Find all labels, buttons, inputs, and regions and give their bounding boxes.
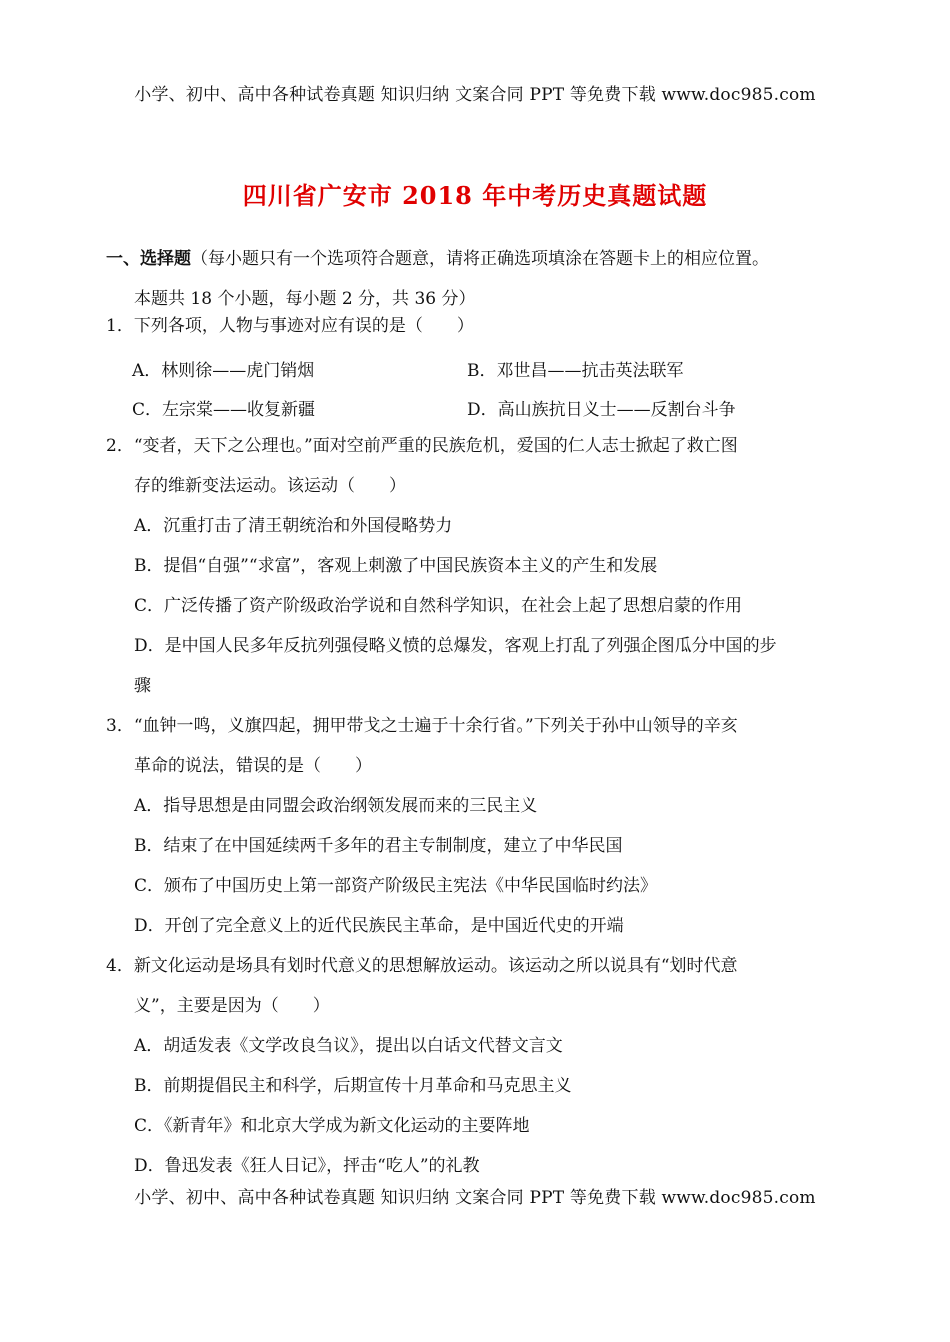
question-4-option-c: C．《新青年》和北京大学成为新文化运动的主要阵地	[134, 1116, 530, 1136]
header-banner: 小学、初中、高中各种试卷真题 知识归纳 文案合同 PPT 等免费下载 www.doc985.com	[134, 85, 816, 105]
question-4	[106, 946, 866, 1186]
question-3	[106, 706, 866, 946]
question-stem-cont: 革命的说法，错误的是（ ）	[134, 756, 372, 776]
section-heading: 一、选择题	[106, 249, 191, 269]
question-2-option-d: D．是中国人民多年反抗列强侵略义愤的总爆发，客观上打乱了列强企图瓜分中国的步	[134, 636, 777, 656]
question-3-option-b: B．结束了在中国延续两千多年的君主专制制度，建立了中华民国	[134, 836, 623, 856]
question-2-option-b: B．提倡“自强”“求富”，客观上刺激了中国民族资本主义的产生和发展	[134, 556, 658, 576]
question-4-option-b: B．前期提倡民主和科学，后期宣传十月革命和马克思主义	[134, 1076, 572, 1096]
footer-banner: 小学、初中、高中各种试卷真题 知识归纳 文案合同 PPT 等免费下载 www.doc985.com	[134, 1188, 816, 1208]
question-2-option-d-cont: 骤	[134, 676, 151, 696]
page-title: 四川省广安市 2018 年中考历史真题试题	[242, 181, 708, 210]
question-4-option-d: D．鲁迅发表《狂人日记》，抨击“吃人”的礼教	[134, 1156, 480, 1176]
question-2	[106, 426, 866, 706]
question-1	[106, 306, 866, 346]
question-stem-cont: 存的维新变法运动。该运动（ ）	[134, 476, 406, 496]
question-3-option-a: A．指导思想是由同盟会政治纲领发展而来的三民主义	[134, 796, 538, 816]
section-heading-line	[106, 240, 866, 280]
question-1-option-c: C．左宗棠——收复新疆	[132, 400, 316, 420]
question-stem: 1．下列各项，人物与事迹对应有误的是（ ）	[106, 316, 474, 336]
question-stem: 3．“血钟一鸣，义旗四起，拥甲带戈之士遍于十余行省。”下列关于孙中山领导的辛亥	[106, 716, 738, 736]
question-3-option-c: C．颁布了中国历史上第一部资产阶级民主宪法《中华民国临时约法》	[134, 876, 658, 896]
question-1-option-d: D．高山族抗日义士——反割台斗争	[467, 400, 736, 420]
question-1-option-b: B．邓世昌——抗击英法联军	[467, 361, 684, 381]
question-4-option-a: A．胡适发表《文学改良刍议》，提出以白话文代替文言文	[134, 1036, 563, 1056]
question-stem-cont: 义”，主要是因为（ ）	[134, 996, 330, 1016]
question-1-option-a: A．林则徐——虎门销烟	[132, 361, 315, 381]
question-stem: 4．新文化运动是场具有划时代意义的思想解放运动。该运动之所以说具有“划时代意	[106, 956, 738, 976]
section-description: （每小题只有一个选项符合题意，请将正确选项填涂在答题卡上的相应位置。	[191, 249, 769, 269]
question-2-option-c: C．广泛传播了资产阶级政治学说和自然科学知识，在社会上起了思想启蒙的作用	[134, 596, 743, 616]
question-3-option-d: D．开创了完全意义上的近代民族民主革命，是中国近代史的开端	[134, 916, 624, 936]
question-stem: 2．“变者，天下之公理也。”面对空前严重的民族危机，爱国的仁人志士掀起了救亡图	[106, 436, 738, 456]
question-2-option-a: A．沉重打击了清王朝统治和外国侵略势力	[134, 516, 453, 536]
section-description-cont: 本题共 18 个小题，每小题 2 分，共 36 分）	[134, 288, 476, 309]
